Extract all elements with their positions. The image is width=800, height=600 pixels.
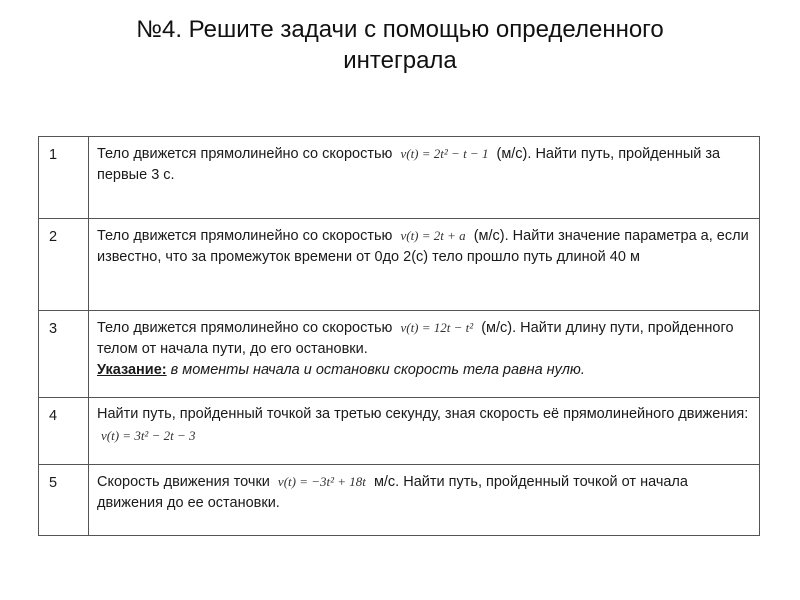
task-statement-cont: м/с. Найти путь, пройденный точкой от начала движения до ее остановки.	[97, 474, 688, 511]
task-statement: Тело движется прямолинейно со скоростью	[97, 320, 393, 336]
task-formula: v(t) = 3t² − 2t − 3	[101, 428, 196, 443]
hint-label: Указание:	[97, 362, 167, 378]
task-statement-cont: (м/с). Найти путь, пройденный за первые 3 с.	[97, 146, 721, 183]
task-statement-cont: (м/с). Найти длину пути, пройденного телом от начала пути, до его остановки.	[97, 320, 734, 357]
table-row	[39, 311, 760, 398]
task-text	[89, 137, 760, 219]
task-table	[38, 136, 760, 536]
task-statement: Скорость движения точки	[97, 474, 270, 490]
task-text	[89, 465, 760, 536]
task-text	[89, 219, 760, 311]
task-number: 3	[39, 311, 89, 398]
task-text	[89, 398, 760, 465]
task-formula: v(t) = 2t + a	[400, 228, 466, 243]
hint-text: в моменты начала и остановки скорость тела равна нулю.	[166, 362, 585, 378]
task-statement: Найти путь, пройденный точкой за третью секунду, зная скорость её прямолинейного движения:	[97, 406, 749, 422]
task-number: 1	[39, 137, 89, 219]
task-number: 2	[39, 219, 89, 311]
task-formula: v(t) = 2t² − t − 1	[400, 146, 489, 161]
task-text	[89, 311, 760, 398]
table-row	[39, 219, 760, 311]
table-row	[39, 398, 760, 465]
title-line-1: №4. Решите задачи с помощью определенного	[136, 16, 664, 43]
task-statement: Тело движется прямолинейно со скоростью	[97, 228, 393, 244]
task-statement-cont: (м/с). Найти значение параметра a, если известно, что за промежуток времени от 0до 2(с) тело прошло путь длиной 40 м	[97, 228, 749, 265]
task-number: 5	[39, 465, 89, 536]
table-row	[39, 137, 760, 219]
task-formula: v(t) = 12t − t²	[400, 320, 474, 335]
page-title	[0, 14, 800, 76]
table-row	[39, 465, 760, 536]
task-number: 4	[39, 398, 89, 465]
task-statement: Тело движется прямолинейно со скоростью	[97, 146, 393, 162]
title-line-2: интеграла	[343, 47, 457, 74]
task-formula: v(t) = −3t² + 18t	[277, 474, 366, 489]
